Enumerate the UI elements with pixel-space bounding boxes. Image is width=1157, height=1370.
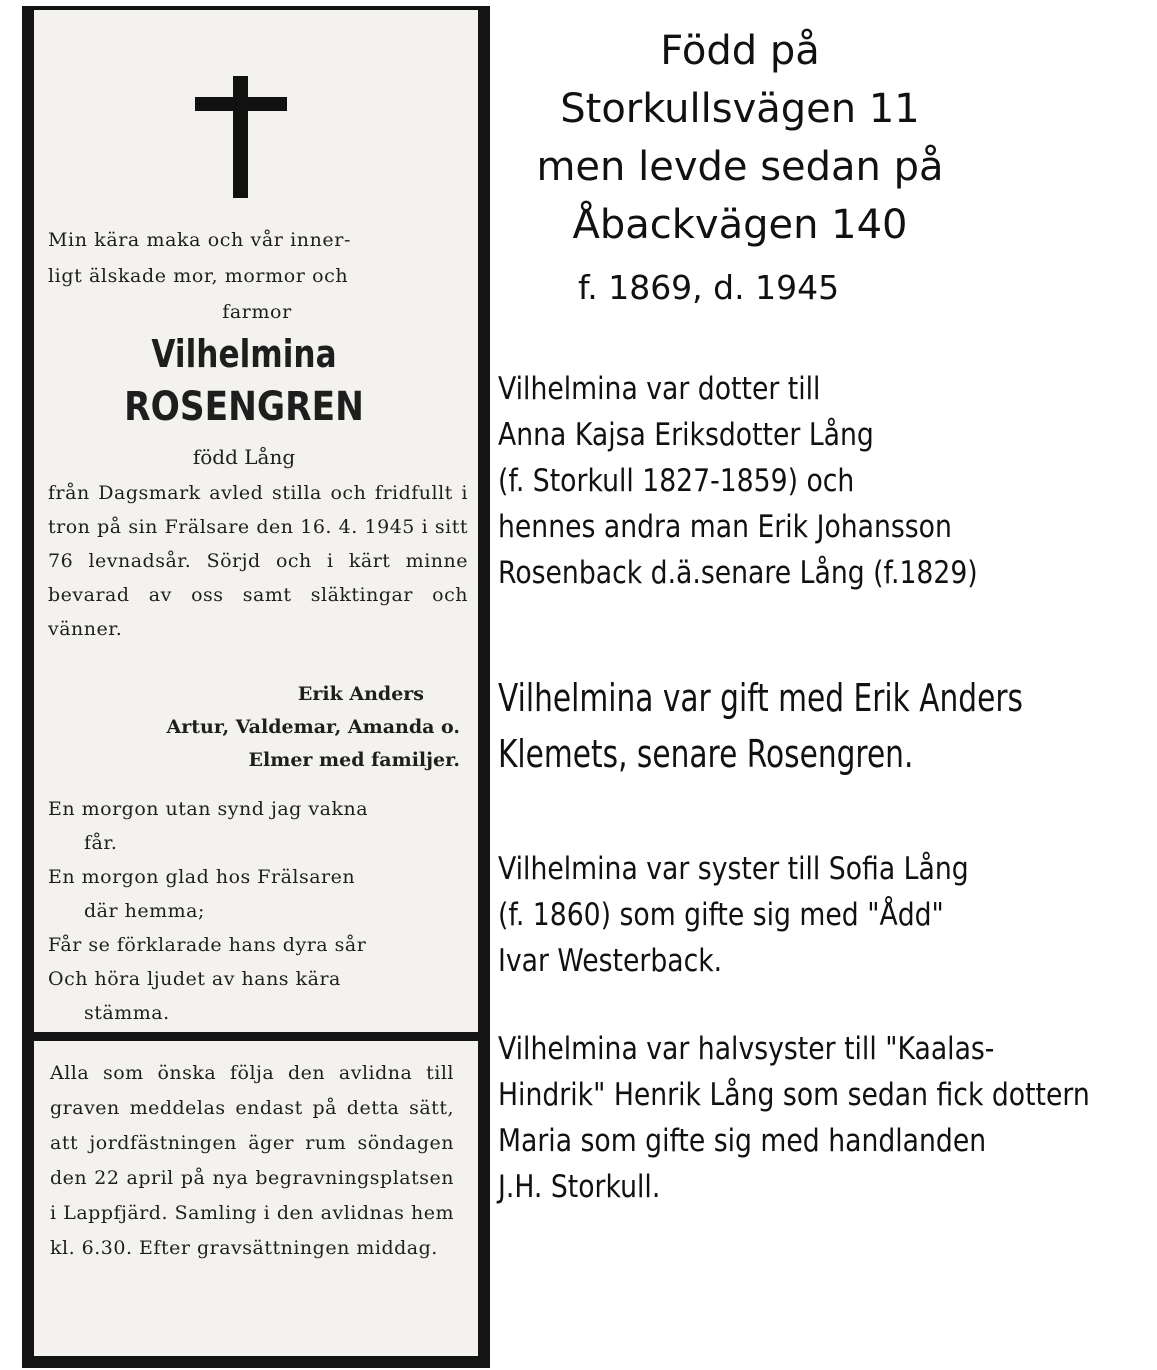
info-line: Klemets, senare Rosengren.	[498, 732, 914, 776]
deceased-first-name: Vilhelmina	[151, 332, 337, 376]
info-line: Vilhelmina var gift med Erik Anders	[498, 676, 1023, 720]
life-dates: f. 1869, d. 1945	[578, 268, 840, 307]
info-line: hennes andra man Erik Johansson	[498, 509, 952, 545]
info-line: (f. 1860) som gifte sig med "Ådd"	[498, 897, 944, 933]
memorial-verse	[48, 792, 468, 1030]
obituary-body: från Dagsmark avled stilla och fridfullt i tron på sin Frälsare den 16. 4. 1945 i sitt 76 levnadsår. Sörjd och i kärt minne bevarad av oss samt släktingar och vänner.	[48, 482, 468, 640]
signer-line: Elmer med familjer.	[248, 749, 460, 771]
verse-line: En morgon glad hos Frälsaren	[48, 866, 356, 888]
divider	[34, 1032, 478, 1041]
intro-last-line: farmor	[222, 301, 292, 323]
heading-line: Storkullsvägen 11	[560, 86, 920, 132]
sister-info	[498, 846, 969, 984]
maiden-name: född Lång	[192, 445, 296, 469]
halfsister-info	[498, 1026, 1090, 1210]
info-line: Vilhelmina var syster till Sofia Lång	[498, 851, 969, 887]
verse-line: får.	[84, 832, 118, 854]
verse-line: stämma.	[84, 1002, 170, 1024]
heading-line: men levde sedan på	[536, 144, 944, 190]
intro-line: ligt älskade mor, mormor och	[48, 265, 349, 287]
info-line: Rosenback d.ä.senare Lång (f.1829)	[498, 555, 978, 591]
verse-line: Får se förklarade hans dyra sår	[48, 934, 367, 956]
deceased-surname: ROSENGREN	[124, 384, 364, 430]
info-line: J.H. Storkull.	[498, 1169, 661, 1205]
info-line: Maria som gifte sig med handlanden	[498, 1123, 987, 1159]
info-line: Vilhelmina var halvsyster till "Kaalas-	[498, 1031, 995, 1067]
marriage-info	[498, 670, 1023, 782]
info-line: Ivar Westerback.	[498, 943, 723, 979]
verse-line: Och höra ljudet av hans kära	[48, 968, 341, 990]
obituary-clipping	[22, 6, 490, 1368]
verse-line: där hemma;	[84, 900, 205, 922]
funeral-notice: Alla som önska följa den avlidna till graven meddelas endast på detta sätt, att jordfästningen äger rum söndagen den 22 april på nya begravningsplatsen i Lappfjärd. Samling i den avlidnas hem kl. 6.30. Efter gravsättningen middag.	[50, 1062, 454, 1259]
info-line: Anna Kajsa Eriksdotter Lång	[498, 417, 874, 453]
signer-line: Erik Anders	[297, 683, 424, 705]
info-line: Hindrik" Henrik Lång som sedan fick dottern	[498, 1077, 1090, 1113]
signer-line: Artur, Valdemar, Amanda o.	[166, 716, 460, 738]
info-line: Vilhelmina var dotter till	[498, 371, 821, 407]
address-heading	[500, 22, 980, 254]
signers	[48, 678, 460, 777]
verse-line: En morgon utan synd jag vakna	[48, 798, 369, 820]
obituary-intro	[48, 222, 466, 330]
heading-line: Född på	[660, 28, 820, 74]
heading-line: Åbackvägen 140	[572, 202, 908, 248]
parents-info	[498, 366, 978, 596]
cross-icon	[195, 76, 287, 198]
info-line: (f. Storkull 1827-1859) och	[498, 463, 855, 499]
intro-line: Min kära maka och vår inner-	[48, 229, 351, 251]
